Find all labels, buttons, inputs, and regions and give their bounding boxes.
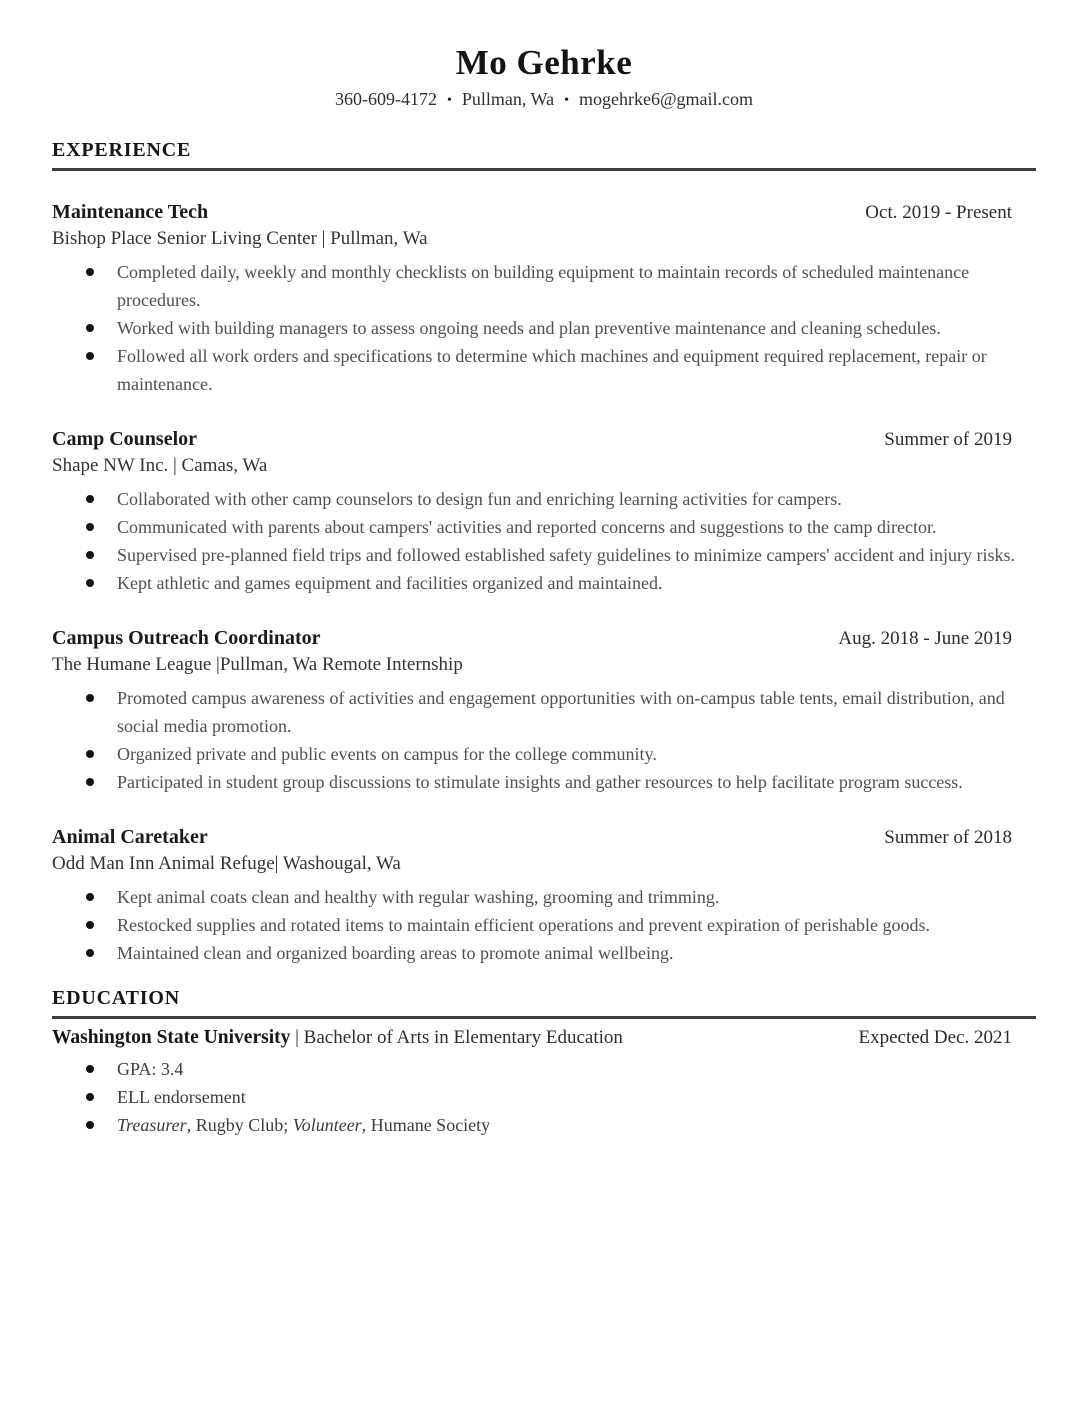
job-header xyxy=(52,824,1036,851)
bullet-text: Maintained clean and organized boarding areas to promote animal wellbeing. xyxy=(117,942,674,963)
bullet-text: Communicated with parents about campers' activities and reported concerns and suggestions to the camp director. xyxy=(117,516,937,537)
job-entry-maintenance-tech xyxy=(52,199,1036,398)
job-organization: Odd Man Inn Animal Refuge| Washougal, Wa xyxy=(52,852,401,874)
bullet-text: Promoted campus awareness of activities and engagement opportunities with on-campus table tents, email distribution, and social media promotion. xyxy=(117,687,1005,736)
phone-number: 360-609-4172 xyxy=(334,89,437,109)
education-entry xyxy=(52,1024,1036,1139)
job-organization: The Humane League |Pullman, Wa Remote Internship xyxy=(52,653,463,675)
bullet-icon xyxy=(86,778,94,786)
experience-section-title: EXPERIENCE xyxy=(52,139,1036,171)
job-title: Campus Outreach Coordinator xyxy=(52,626,321,649)
bullet-item xyxy=(52,342,1036,398)
bullet-text xyxy=(117,1115,490,1135)
separator-dot-icon: • xyxy=(564,93,569,108)
bullet-text: Followed all work orders and specifications to determine which machines and equipment required replacement, repair or maintenance. xyxy=(117,345,987,394)
bullet-item xyxy=(52,684,1036,740)
degree-name: Bachelor of Arts in Elementary Education xyxy=(303,1026,623,1048)
bullet-list xyxy=(52,258,1036,398)
bullet-text: Participated in student group discussions to stimulate insights and gather resources to help facilitate program success. xyxy=(117,771,963,792)
job-header xyxy=(52,426,1036,453)
job-organization: Bishop Place Senior Living Center | Pullman, Wa xyxy=(52,227,428,249)
bullet-list xyxy=(52,684,1036,796)
bullet-item xyxy=(52,768,1036,796)
bullet-icon xyxy=(86,1121,94,1129)
bullet-item xyxy=(52,1055,1036,1083)
resume-name: Mo Gehrke xyxy=(455,43,633,82)
bullet-icon xyxy=(86,268,94,276)
education-section-title: EDUCATION xyxy=(52,987,1036,1019)
bullet-icon xyxy=(86,551,94,559)
bullet-text: Organized private and public events on campus for the college community. xyxy=(117,743,657,764)
bullet-text: Collaborated with other camp counselors to design fun and enriching learning activities for campers. xyxy=(117,488,842,509)
bullet-item xyxy=(52,541,1036,569)
job-date: Oct. 2019 - Present xyxy=(865,201,1012,223)
bullet-item xyxy=(52,258,1036,314)
bullet-item xyxy=(52,911,1036,939)
bullet-item xyxy=(52,513,1036,541)
bullet-item xyxy=(52,883,1036,911)
bullet-item xyxy=(52,1083,1036,1111)
bullet-item xyxy=(52,485,1036,513)
bullet-item xyxy=(52,314,1036,342)
education-header xyxy=(52,1024,1036,1051)
education-degree-line xyxy=(52,1024,623,1051)
activity-org: , Humane Society xyxy=(361,1114,491,1135)
bullet-icon xyxy=(86,523,94,531)
bullet-list xyxy=(52,485,1036,597)
email-text: mogehrke6@gmail.com xyxy=(578,89,754,109)
bullet-text: ELL endorsement xyxy=(117,1086,246,1107)
bullet-item xyxy=(52,939,1036,967)
bullet-icon xyxy=(86,495,94,503)
job-date: Aug. 2018 - June 2019 xyxy=(838,627,1012,649)
contact-line xyxy=(52,89,1036,111)
bullet-icon xyxy=(86,694,94,702)
bullet-list xyxy=(52,1055,1036,1139)
activity-role: Treasurer xyxy=(117,1114,187,1135)
bullet-item xyxy=(52,569,1036,597)
bullet-list xyxy=(52,883,1036,967)
bullet-item xyxy=(52,740,1036,768)
job-entry-animal-caretaker xyxy=(52,824,1036,967)
bullet-text: GPA: 3.4 xyxy=(117,1058,184,1079)
bullet-icon xyxy=(86,324,94,332)
bullet-text: Completed daily, weekly and monthly checklists on building equipment to maintain records of scheduled maintenance procedures. xyxy=(117,261,970,310)
bullet-icon xyxy=(86,750,94,758)
activity-org: , Rugby Club; xyxy=(186,1114,293,1135)
degree-separator: | xyxy=(290,1026,304,1048)
bullet-text: Kept athletic and games equipment and facilities organized and maintained. xyxy=(117,572,663,593)
job-header xyxy=(52,625,1036,652)
job-title: Animal Caretaker xyxy=(52,825,208,848)
job-date: Summer of 2019 xyxy=(884,428,1012,450)
job-date: Summer of 2018 xyxy=(884,826,1012,848)
job-organization: Shape NW Inc. | Camas, Wa xyxy=(52,454,268,476)
job-header xyxy=(52,199,1036,226)
job-entry-camp-counselor xyxy=(52,426,1036,597)
bullet-icon xyxy=(86,579,94,587)
location-text: Pullman, Wa xyxy=(461,89,555,109)
school-name: Washington State University xyxy=(52,1026,291,1048)
activity-role: Volunteer xyxy=(292,1114,362,1135)
bullet-text: Restocked supplies and rotated items to maintain efficient operations and prevent expiration of perishable goods. xyxy=(117,914,930,935)
bullet-text: Worked with building managers to assess ongoing needs and plan preventive maintenance and cleaning schedules. xyxy=(117,317,941,338)
bullet-icon xyxy=(86,893,94,901)
job-entry-campus-outreach-coordinator xyxy=(52,625,1036,796)
bullet-text: Kept animal coats clean and healthy with regular washing, grooming and trimming. xyxy=(117,886,720,907)
bullet-icon xyxy=(86,1093,94,1101)
bullet-icon xyxy=(86,921,94,929)
job-title: Camp Counselor xyxy=(52,427,198,450)
bullet-icon xyxy=(86,352,94,360)
bullet-text: Supervised pre-planned field trips and followed established safety guidelines to minimize campers' accident and injury risks. xyxy=(117,544,1015,565)
bullet-icon xyxy=(86,949,94,957)
bullet-icon xyxy=(86,1065,94,1073)
separator-dot-icon: • xyxy=(446,93,452,108)
job-title: Maintenance Tech xyxy=(52,200,209,223)
education-date: Expected Dec. 2021 xyxy=(858,1026,1012,1048)
bullet-item xyxy=(52,1111,1036,1139)
